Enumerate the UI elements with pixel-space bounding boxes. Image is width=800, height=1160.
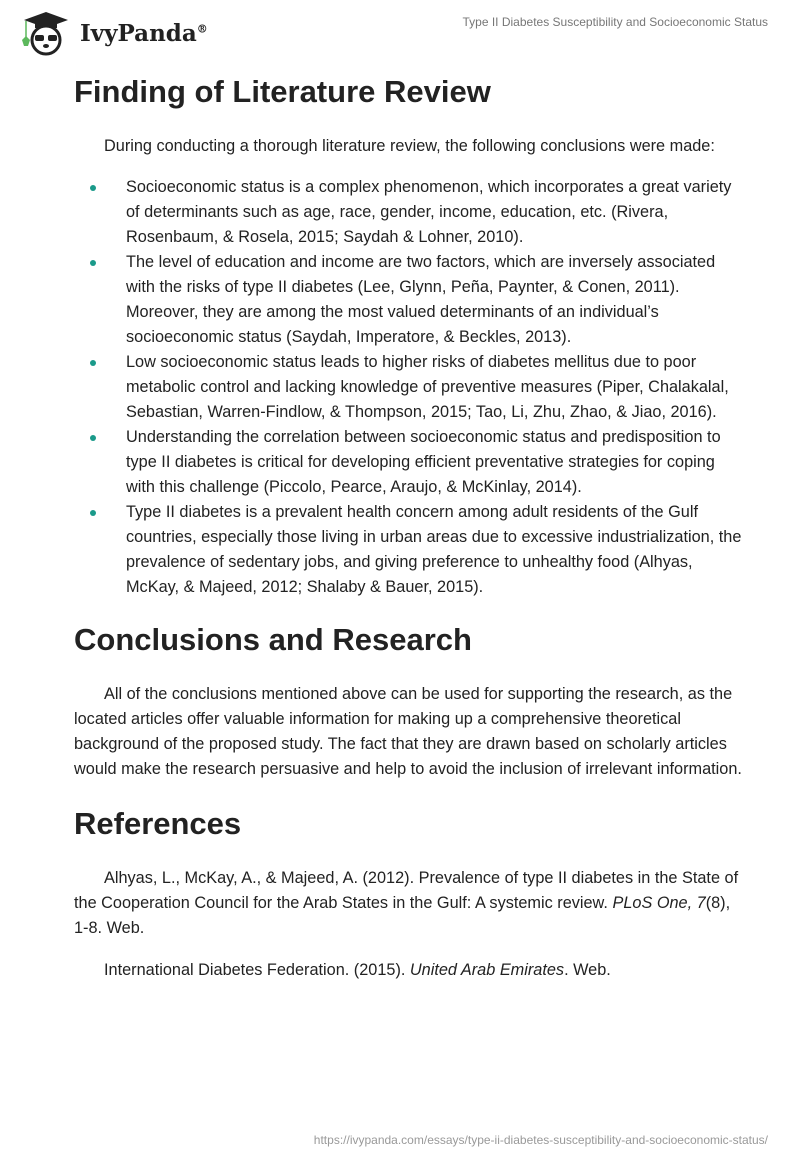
list-item: Understanding the correlation between socioeconomic status and predisposition to type II diabetes is critical for developing efficient preventative strategies for coping with this challenge (Piccolo, Pearce, Araujo, & McKinlay, 2014). — [74, 425, 744, 500]
bullet-icon — [90, 185, 96, 191]
bullet-icon — [90, 435, 96, 441]
list-item: The level of education and income are two factors, which are inversely associated with the risks of type II diabetes (Lee, Glynn, Peña, Paynter, & Conen, 2011). Moreover, they are among the most valued determinants of an individual’s socioeconomic status (Saydah, Imperatore, & Beckles, 2013). — [74, 250, 744, 350]
findings-intro: During conducting a thorough literature review, the following conclusions were made: — [104, 137, 715, 155]
references-heading: References — [74, 806, 242, 841]
reference-item: International Diabetes Federation. (2015). United Arab Emirates. Web. — [104, 961, 611, 979]
logo[interactable] — [18, 10, 208, 56]
bullet-icon — [90, 360, 96, 366]
list-item: Socioeconomic status is a complex phenomenon, which incorporates a great variety of determinants such as age, race, gender, income, education, etc. (Rivera, Rosenbaum, & Rosela, 2015; Saydah & Lohner, 2010). — [74, 175, 744, 250]
list-item: Low socioeconomic status leads to higher risks of diabetes mellitus due to poor metabolic control and lacking knowledge of preventive measures (Piper, Chalakalal, Sebastian, Warren-Findlow, & Thompson, 2015; Tao, Li, Zhu, Zhao, & Jiao, 2016). — [74, 350, 744, 425]
article — [74, 70, 744, 983]
list-item: Type II diabetes is a prevalent health concern among adult residents of the Gulf countries, especially those living in urban areas due to excessive industrialization, the prevalence of sedentary jobs, and giving preference to unhealthy food (Alhyas, McKay, & Majeed, 2012; Shalaby & Bauer, 2015). — [74, 500, 744, 600]
findings-list — [74, 175, 744, 600]
document-title: Type II Diabetes Susceptibility and Socioeconomic Status — [462, 15, 768, 29]
bullet-icon — [90, 260, 96, 266]
reference-item: Alhyas, L., McKay, A., & Majeed, A. (2012). Prevalence of type II diabetes in the State of the Cooperation Council for the Arab States in the Gulf: A systemic review. PLoS One, 7(8), 1-8. Web. — [74, 869, 739, 937]
panda-graduate-icon — [18, 10, 74, 56]
brand-name: IvyPanda® — [80, 19, 208, 47]
bullet-icon — [90, 510, 96, 516]
source-url[interactable]: https://ivypanda.com/essays/type-ii-diabetes-susceptibility-and-socioeconomic-status/ — [313, 1133, 768, 1147]
conclusions-heading: Conclusions and Research — [74, 622, 472, 657]
findings-heading: Finding of Literature Review — [74, 74, 491, 109]
conclusions-text: All of the conclusions mentioned above can be used for supporting the research, as the located articles offer valuable information for making up a comprehensive theoretical background of the proposed study. The fact that they are drawn based on scholarly articles would make the research persuasive and help to avoid the inclusion of irrelevant information. — [74, 685, 742, 778]
